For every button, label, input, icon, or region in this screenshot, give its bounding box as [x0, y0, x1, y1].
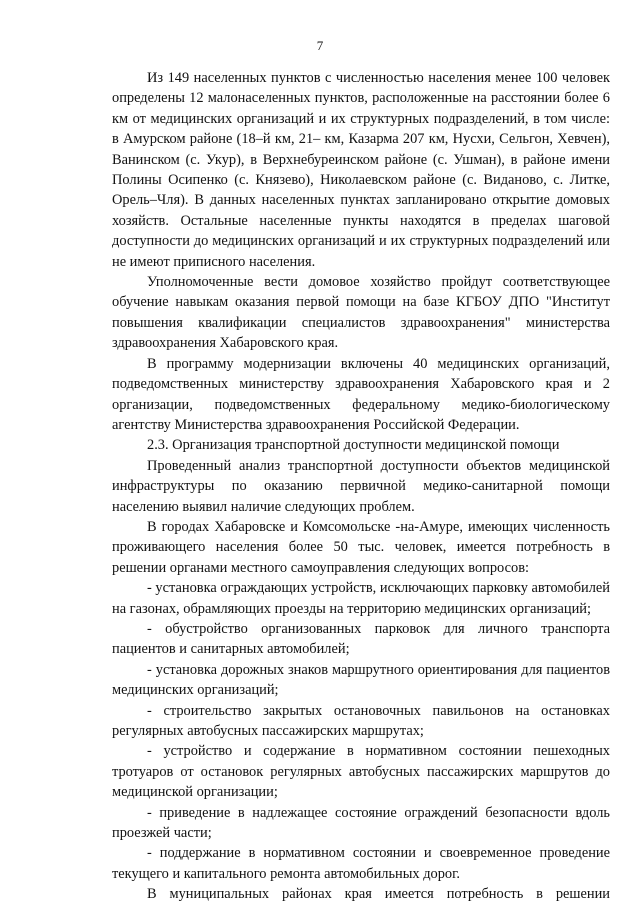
paragraph-transport-analysis: Проведенный анализ транспортной доступности объектов медицинской инфраструктуры по оказанию первичной медико-санитарной помощи населению выявил наличие следующих проблем. — [112, 457, 610, 515]
paragraph-cities-issues: В городах Хабаровске и Комсомольске -на-Амуре, имеющих численность проживающего населения более 50 тыс. человек, имеется потребность в решении органами местного самоуправления следующих вопросов: — [112, 518, 610, 576]
list-item-fencing: - установка ограждающих устройств, исключающих парковку автомобилей на газонах, обрамляющих проезды на территорию медицинских организаций; — [112, 580, 610, 617]
section-heading: 2.3. Организация транспортной доступности медицинской помощи — [147, 437, 560, 454]
list-item-parking: - обустройство организованных парковок для личного транспорта пациентов и санитарных автомобилей; — [112, 620, 610, 658]
list-item-sidewalks: - устройство и содержание в нормативном состоянии пешеходных тротуаров от остановок регулярных автобусных пассажирских маршрутов до медицинской организации; — [112, 743, 610, 801]
body-text — [112, 68, 610, 905]
paragraph-districts: В муниципальных районах края имеется потребность в решении — [147, 886, 610, 903]
paragraph-modernization-program: В программу модернизации включены 40 медицинских организаций, подведомственных министерству здравоохранения Хабаровского края и 2 организации, подведомственных федеральному медико-биологическому агентству Министерства здравоохранения Российской Федерации. — [112, 355, 610, 433]
list-item-bus-shelters: - строительство закрытых остановочных павильонов на остановках регулярных автобусных пассажирских маршрутах; — [112, 702, 610, 739]
list-item-safety-barriers: - приведение в надлежащее состояние ограждений безопасности вдоль проезжей части; — [112, 804, 610, 842]
page-number: 7 — [316, 38, 324, 53]
paragraph-household-training: Уполномоченные вести домовое хозяйство пройдут соответствующее обучение навыкам оказания первой помощи на базе КГБОУ ДПО "Институт повышения квалификации специалистов здравоохранения" министерства здравоохранения Хабаровского края. — [112, 274, 610, 352]
list-item-road-maintenance: - поддержание в нормативном состоянии и своевременное проведение текущего и капитального ремонта автомобильных дорог. — [112, 845, 610, 882]
paragraph-small-settlements: Из 149 населенных пунктов с численностью населения менее 100 человек определены 12 малонаселенных пунктов, расположенные на расстоянии более 6 км от медицинских организаций и их структурных подразделений, в том числе: в Амурском районе (18–й км, 21– км, Казарма 207 км, Нусхи, Сельгон, Хевчен), Ванинском (с. Укур), в Верхнебуреинском районе (с. Ушман), в районе имени Полины Осипенко (с. Князево), Николаевском районе (с. Виданово, с. Литке, Орель–Чля). В данных населенных пунктах запланировано открытие домовых хозяйств. Остальные населенные пункты находятся в пределах шаговой доступности до медицинских организаций и их структурных подразделений или не имеют приписного населения. — [112, 70, 610, 270]
list-item-road-signs: - установка дорожных знаков маршрутного ориентирования для пациентов медицинских организаций; — [112, 661, 610, 699]
